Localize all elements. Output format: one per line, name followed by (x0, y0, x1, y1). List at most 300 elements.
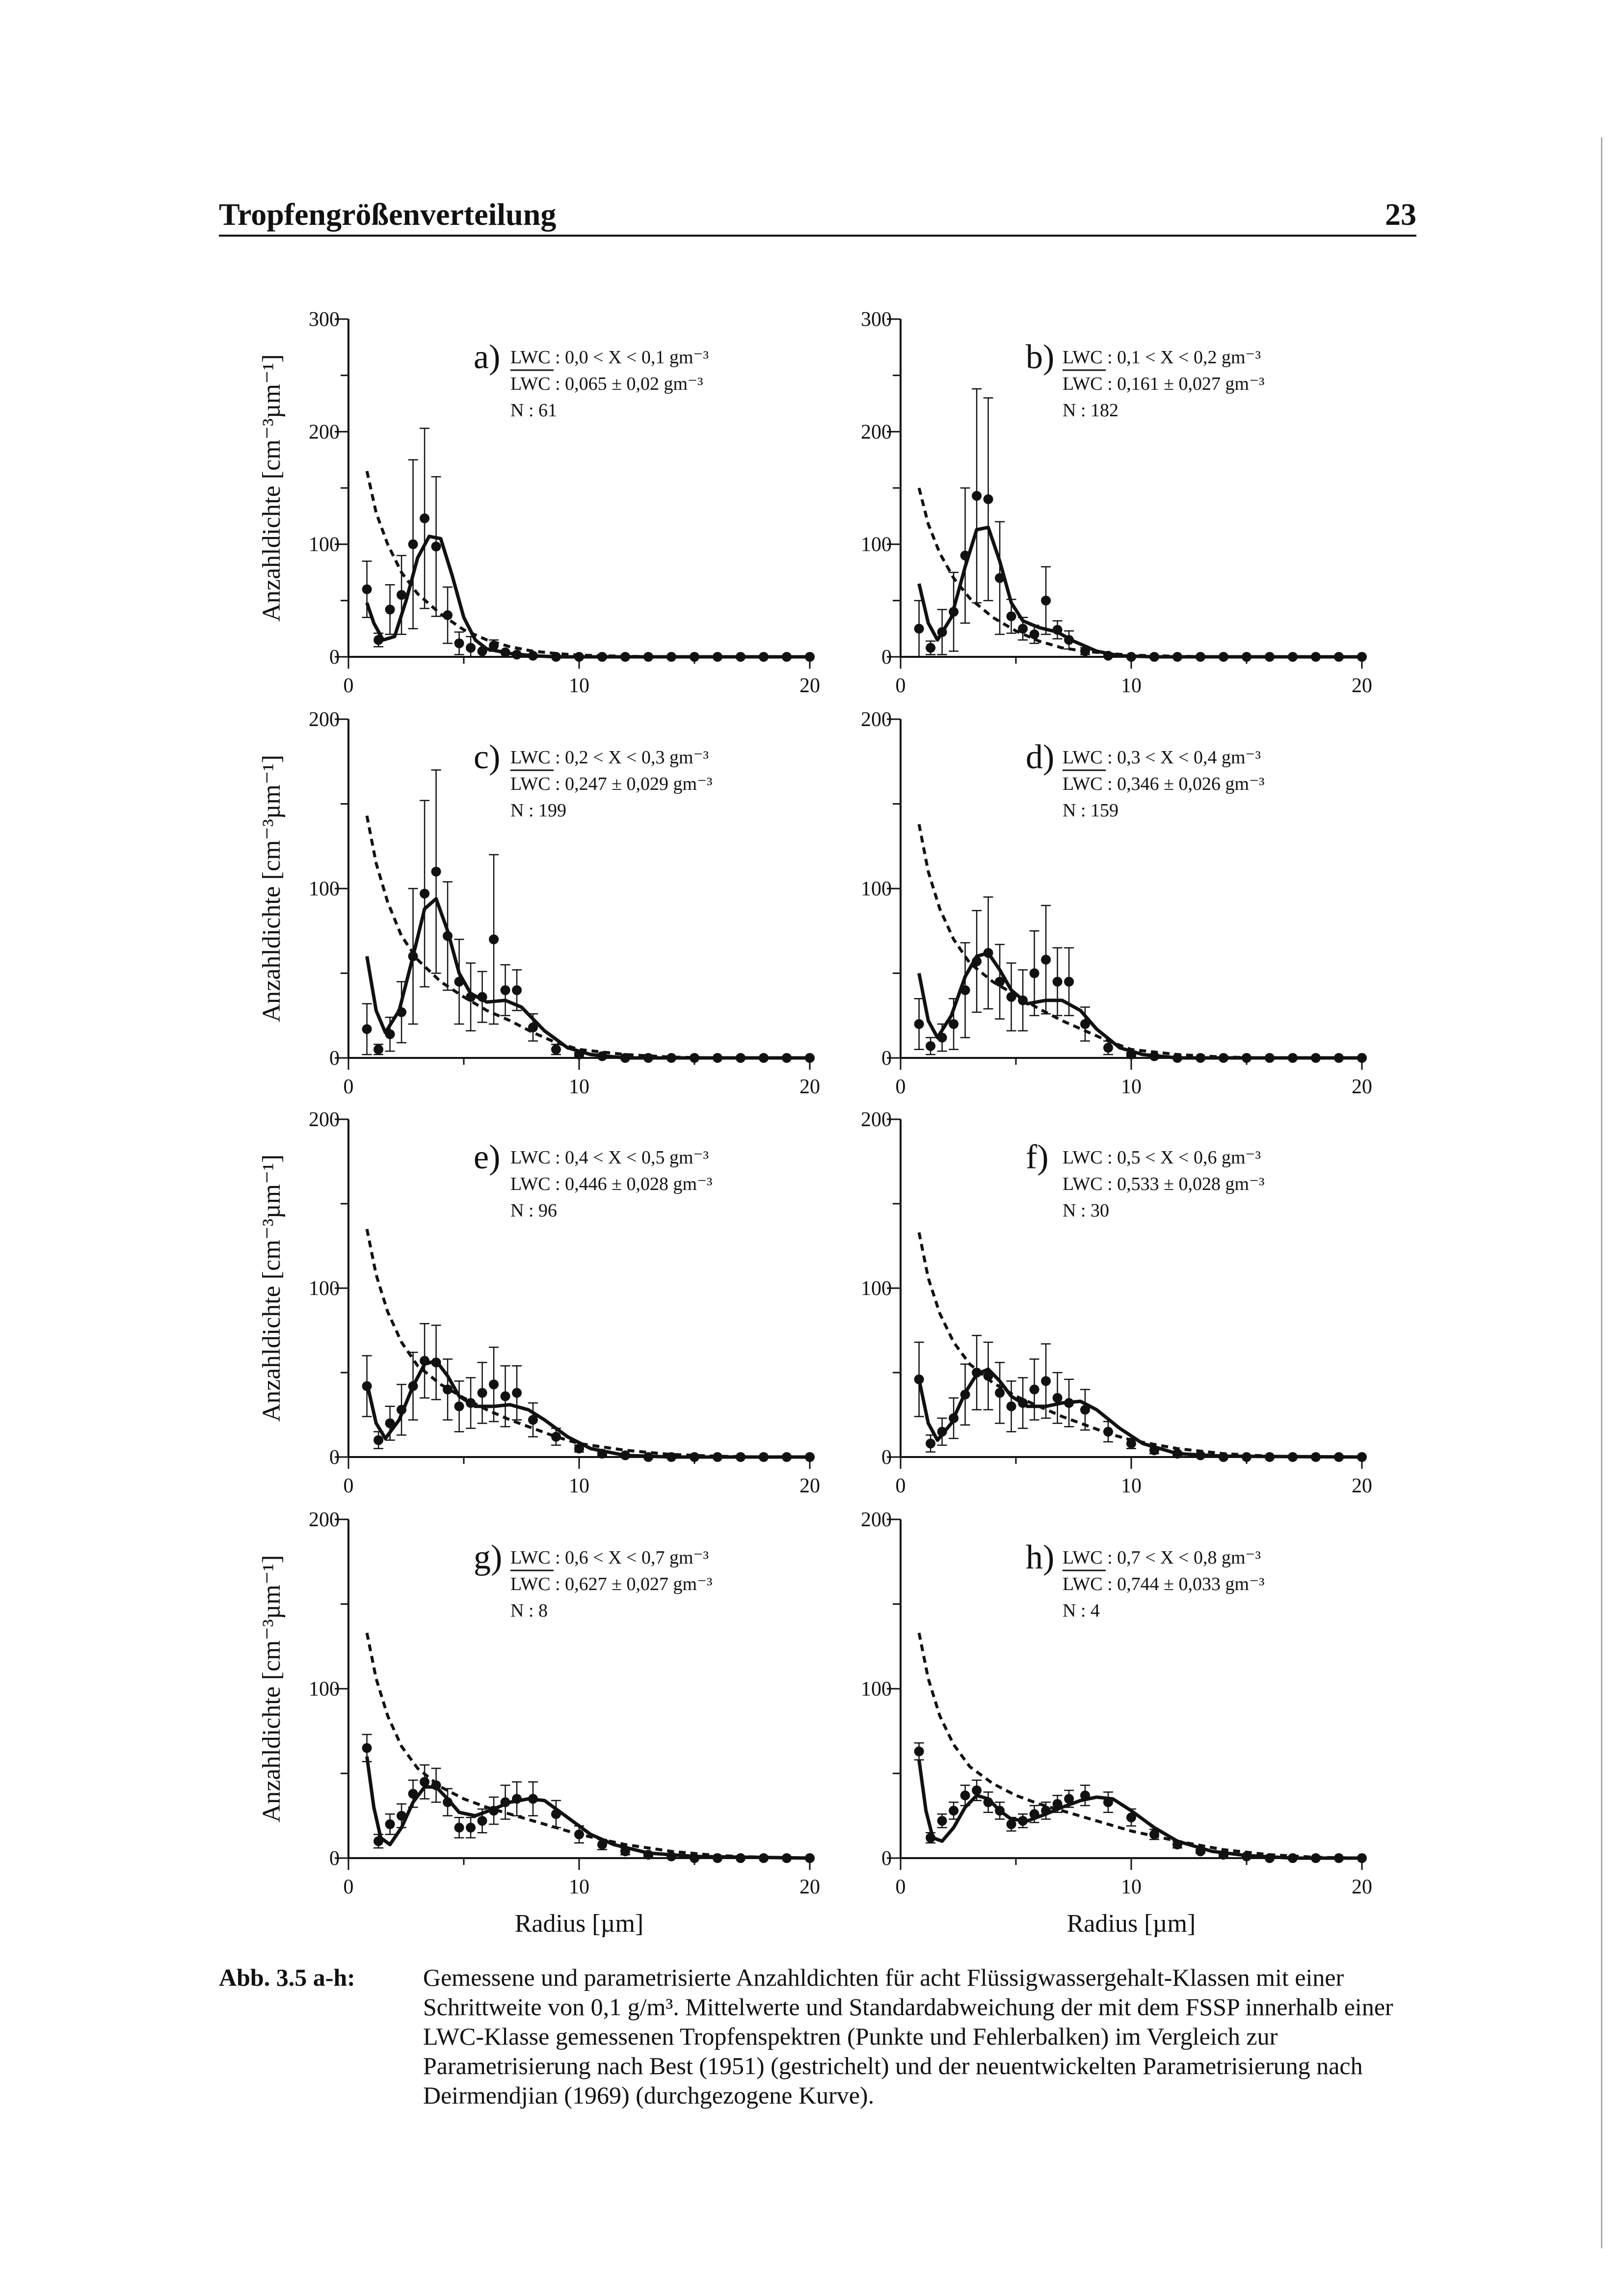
panel-e-data-point (501, 1391, 510, 1401)
panel-b-x-tick-label: 10 (1121, 675, 1142, 697)
panel-e-data-point (597, 1449, 607, 1459)
panel-a-y-tick-label: 0 (329, 646, 340, 669)
panel-g-data-point (420, 1777, 429, 1787)
panel-b-data-point (960, 551, 970, 561)
panel-b-data-point (1080, 647, 1090, 656)
panel-e-solid-curve (367, 1361, 810, 1457)
panel-h-y-tick-label: 100 (861, 1678, 892, 1701)
panel-d-x-tick-label: 10 (1121, 1076, 1142, 1098)
panel-b-data-point (995, 573, 1005, 583)
panel-d-data-point (1103, 1043, 1113, 1053)
panel-g-data-point (643, 1850, 653, 1860)
panel-a-data-point (466, 643, 476, 653)
panel-h-data-point (960, 1790, 970, 1800)
panel-d-data-point (1288, 1053, 1298, 1063)
panel-e-annotation-range: LWC : 0,4 < X < 0,5 gm⁻³ (510, 1147, 709, 1168)
panel-h-x-tick-label: 10 (1121, 1876, 1142, 1898)
panel-c-data-point (782, 1053, 792, 1063)
panel-a-y-tick-label: 300 (309, 308, 340, 331)
panel-c-data-point (478, 992, 487, 1002)
panel-a-data-point (690, 652, 699, 662)
panel-a-data-point (373, 635, 383, 645)
panel-h-annotation-n: N : 4 (1063, 1600, 1100, 1621)
panel-f-data-point (1126, 1438, 1136, 1448)
panel-f-y-tick-label: 100 (861, 1277, 892, 1300)
panel-h-x-tick-label: 20 (1352, 1876, 1372, 1898)
panel-a-data-point (620, 652, 630, 662)
panel-e-data-point (736, 1452, 745, 1462)
panel-f-dashed-curve (919, 1233, 1362, 1458)
panel-b-data-point (1172, 652, 1182, 662)
panel-a-data-point (597, 652, 607, 662)
panel-h-annotation-mean: LWC : 0,744 ± 0,033 gm⁻³ (1063, 1574, 1265, 1594)
panel-h-data-point (1041, 1806, 1051, 1815)
panel-c-data-point (362, 1024, 372, 1034)
panel-d-data-point (1018, 996, 1028, 1005)
panel-f-solid-curve (919, 1369, 1362, 1457)
panel-d-label: d) (1026, 738, 1055, 776)
page-number: 23 (1385, 197, 1416, 232)
panel-d-y-tick-label: 0 (881, 1047, 892, 1070)
panel-d-data-point (972, 956, 982, 966)
panel-g-data-point (454, 1823, 464, 1833)
panel-a-annotation-range: LWC : 0,0 < X < 0,1 gm⁻³ (510, 347, 709, 368)
panel-g-data-point (574, 1830, 584, 1839)
panel-e-data-point (431, 1357, 441, 1367)
panel-d-data-point (1064, 977, 1074, 987)
panel-b-data-point (1311, 652, 1321, 662)
panel-h-data-point (1357, 1853, 1367, 1863)
panel-a-x-tick-label: 0 (343, 675, 354, 697)
panel-g-solid-curve (367, 1756, 810, 1858)
panel-c-dashed-curve (367, 816, 810, 1058)
panel-d-data-point (960, 985, 970, 995)
panel-d-data-point (1311, 1053, 1321, 1063)
panel-c-x-tick-label: 0 (343, 1076, 354, 1098)
panel-a-data-point (736, 652, 745, 662)
panel-b-data-point (1265, 652, 1275, 662)
panel-c-data-point (528, 1023, 538, 1032)
panel-e-data-point (454, 1402, 464, 1411)
panel-f-data-point (926, 1438, 935, 1448)
panel-c-data-point (666, 1053, 676, 1063)
panel-b-annotation-n: N : 182 (1063, 400, 1118, 421)
caption-label: Abb. 3.5 a-h: (219, 1964, 355, 1991)
panel-f-data-point (984, 1371, 993, 1381)
panel-g-x-axis-label: Radius [µm] (514, 1910, 644, 1938)
panel-h-data-point (949, 1806, 958, 1815)
panel-f-data-point (1018, 1398, 1028, 1408)
panel-c-data-point (501, 985, 510, 995)
panel-d-dashed-curve (919, 824, 1362, 1058)
panel-e-data-point (713, 1452, 722, 1462)
panel-g-y-tick-label: 100 (309, 1678, 340, 1701)
panel-e-label: e) (474, 1138, 501, 1176)
panel-b-data-point (926, 643, 935, 653)
panel-d-data-point (949, 1019, 958, 1029)
panel-a-dashed-curve (367, 471, 810, 657)
panel-f-data-point (914, 1375, 924, 1384)
panel-d-data-point (1126, 1050, 1136, 1059)
panel-b-data-point (1007, 611, 1016, 621)
panel-h-y-tick-label: 0 (881, 1847, 892, 1870)
panel-g-data-point (620, 1846, 630, 1856)
panel-d-data-point (1041, 955, 1051, 965)
panel-e-annotation-mean: LWC : 0,446 ± 0,028 gm⁻³ (510, 1174, 713, 1194)
panel-a-annotation-mean: LWC : 0,065 ± 0,02 gm⁻³ (510, 374, 703, 394)
panel-h-data-point (1219, 1850, 1228, 1860)
panel-e-x-tick-label: 0 (343, 1475, 354, 1497)
panel-e-data-point (478, 1388, 487, 1398)
panel-b-data-point (1053, 625, 1063, 635)
panel-c-y-tick-label: 0 (329, 1047, 340, 1070)
panel-a-data-point (408, 540, 418, 549)
panel-d-data-point (1334, 1053, 1344, 1063)
panel-f-data-point (1265, 1452, 1275, 1462)
panel-g-data-point (597, 1839, 607, 1849)
panel-b-y-tick-label: 0 (881, 646, 892, 669)
panel-e-data-point (489, 1379, 499, 1389)
panel-a-data-point (551, 652, 561, 662)
panel-f-data-point (972, 1368, 982, 1378)
panel-g-data-point (385, 1819, 395, 1829)
panel-d-annotation-range: LWC : 0,3 < X < 0,4 gm⁻³ (1063, 747, 1261, 768)
panel-a-data-point (478, 647, 487, 656)
panel-e-data-point (466, 1398, 476, 1408)
panel-c-data-point (397, 1007, 406, 1017)
panel-e-y-tick-label: 100 (309, 1277, 340, 1300)
panel-c-data-point (443, 931, 452, 941)
panel-d-data-point (995, 977, 1005, 987)
panel-a-data-point (443, 610, 452, 620)
panel-g-x-tick-label: 0 (343, 1876, 354, 1898)
panel-e-dashed-curve (367, 1229, 810, 1457)
panel-a-data-point (713, 652, 722, 662)
panel-e-data-point (666, 1452, 676, 1462)
panel-g-data-point (759, 1853, 769, 1863)
panel-c-data-point (431, 867, 441, 877)
panel-e-data-point (362, 1381, 372, 1391)
panel-f-x-tick-label: 10 (1121, 1475, 1142, 1497)
panel-f-data-point (995, 1388, 1005, 1398)
panel-h-data-point (1311, 1853, 1321, 1863)
panel-c-annotation-n: N : 199 (510, 800, 566, 821)
panel-g-data-point (489, 1806, 499, 1815)
panel-h-x-tick-label: 0 (895, 1876, 906, 1898)
panel-h-data-point (1172, 1839, 1182, 1849)
panel-e-data-point (805, 1452, 815, 1462)
panel-c-x-tick-label: 20 (799, 1076, 820, 1098)
panel-c-data-point (454, 977, 464, 987)
panel-f-data-point (937, 1427, 947, 1436)
panel-d-data-point (1357, 1053, 1367, 1063)
panel-c-data-point (759, 1053, 769, 1063)
panel-f-x-tick-label: 0 (895, 1475, 906, 1497)
panel-c-data-point (551, 1045, 561, 1054)
panel-f-annotation-range: LWC : 0,5 < X < 0,6 gm⁻³ (1063, 1147, 1261, 1168)
panel-f-data-point (1149, 1445, 1159, 1455)
panel-g-data-point (805, 1853, 815, 1863)
panel-g-data-point (373, 1837, 383, 1846)
panel-d-y-tick-label: 200 (861, 708, 892, 731)
panel-f-data-point (1334, 1452, 1344, 1462)
panel-c-data-point (489, 935, 499, 945)
panel-g-data-point (528, 1794, 538, 1804)
panel-f-data-point (1007, 1402, 1016, 1411)
panel-f-data-point (1053, 1393, 1063, 1403)
panel-a-data-point (805, 652, 815, 662)
panel-b-solid-curve (919, 527, 1362, 657)
panel-e-data-point (759, 1452, 769, 1462)
panel-e-y-tick-label: 0 (329, 1446, 340, 1469)
panel-b-data-point (1030, 629, 1039, 639)
panel-e-data-point (443, 1384, 452, 1394)
panel-h-data-point (1196, 1846, 1205, 1856)
panel-b-data-point (1018, 624, 1028, 634)
panel-g-data-point (501, 1797, 510, 1807)
panel-f-data-point (1080, 1405, 1090, 1415)
panel-a-data-point (643, 652, 653, 662)
panel-e-data-point (528, 1415, 538, 1425)
panel-a-data-point (385, 605, 395, 615)
panel-h-data-point (1103, 1797, 1113, 1807)
panel-h-data-point (1149, 1830, 1159, 1839)
panel-g-y-axis-label: Anzahldichte [cm⁻³µm⁻¹] (258, 1555, 286, 1823)
panel-h-data-point (1288, 1853, 1298, 1863)
panel-g-data-point (551, 1809, 561, 1819)
panel-a-data-point (666, 652, 676, 662)
panel-g-annotation-mean: LWC : 0,627 ± 0,027 gm⁻³ (510, 1574, 713, 1594)
panel-h-data-point (926, 1833, 935, 1843)
panel-b-data-point (972, 491, 982, 501)
panel-f-data-point (1172, 1449, 1182, 1459)
panel-d-data-point (1080, 1019, 1090, 1029)
panel-d-x-tick-label: 0 (895, 1076, 906, 1098)
panel-g-annotation-range: LWC : 0,6 < X < 0,7 gm⁻³ (510, 1547, 709, 1568)
panel-f-data-point (960, 1390, 970, 1400)
panel-e-x-tick-label: 20 (799, 1475, 820, 1497)
panel-h-data-point (1030, 1809, 1039, 1819)
panel-e-y-tick-label: 200 (309, 1108, 340, 1131)
panel-g-data-point (666, 1852, 676, 1862)
panel-e-y-axis-label: Anzahldichte [cm⁻³µm⁻¹] (258, 1154, 286, 1422)
panel-g-annotation-n: N : 8 (510, 1600, 548, 1621)
panel-c-x-tick-label: 10 (569, 1076, 589, 1098)
panel-c-annotation-range: LWC : 0,2 < X < 0,3 gm⁻³ (510, 747, 709, 768)
panel-d-data-point (1007, 992, 1016, 1002)
panel-d-data-point (1242, 1053, 1251, 1063)
panel-d-data-point (1172, 1053, 1182, 1063)
panel-h-data-point (1053, 1799, 1063, 1809)
panel-b-x-tick-label: 0 (895, 675, 906, 697)
panel-e-data-point (620, 1451, 630, 1460)
panel-f-data-point (1242, 1452, 1251, 1462)
panel-c-data-point (736, 1053, 745, 1063)
panel-c-data-point (643, 1053, 653, 1063)
panel-b-data-point (1149, 652, 1159, 662)
panel-b-data-point (1064, 635, 1074, 645)
panel-b-data-point (1196, 652, 1205, 662)
panel-f-data-point (1103, 1427, 1113, 1436)
panel-e-data-point (512, 1388, 522, 1398)
panel-h-data-point (1064, 1794, 1074, 1804)
panel-g-x-tick-label: 20 (799, 1876, 820, 1898)
panel-h-x-axis-label: Radius [µm] (1066, 1910, 1196, 1938)
panel-d-y-tick-label: 100 (861, 878, 892, 900)
panel-e-data-point (385, 1418, 395, 1428)
panel-c-data-point (408, 951, 418, 961)
panel-f-data-point (1041, 1376, 1051, 1386)
panel-d-data-point (1219, 1053, 1228, 1063)
panel-a-annotation-n: N : 61 (510, 400, 557, 421)
panel-d-x-tick-label: 20 (1352, 1076, 1372, 1098)
panel-d-data-point (1196, 1053, 1205, 1063)
panel-c-label: c) (474, 738, 501, 776)
panel-a-y-tick-label: 100 (309, 533, 340, 556)
panel-d-data-point (926, 1041, 935, 1051)
section-title: Tropfengrößenverteilung (219, 197, 557, 232)
panel-d-data-point (914, 1019, 924, 1029)
panel-f-annotation-n: N : 30 (1063, 1200, 1109, 1221)
panel-e-data-point (551, 1432, 561, 1442)
panel-d-data-point (1265, 1053, 1275, 1063)
panel-e-data-point (574, 1444, 584, 1454)
panel-a-y-axis-label: Anzahldichte [cm⁻³µm⁻¹] (258, 354, 286, 622)
panel-c-data-point (385, 1029, 395, 1039)
panel-b-data-point (984, 494, 993, 504)
panel-g-data-point (512, 1794, 522, 1804)
panel-h-data-point (984, 1797, 993, 1807)
panel-h-dashed-curve (919, 1633, 1362, 1858)
panel-g-data-point (362, 1743, 372, 1753)
panel-a-y-tick-label: 200 (309, 421, 340, 444)
panel-h-data-point (995, 1806, 1005, 1815)
panel-h-data-point (972, 1785, 982, 1795)
panel-e-data-point (408, 1381, 418, 1391)
panel-f-data-point (1064, 1398, 1074, 1408)
panel-c-data-point (574, 1050, 584, 1059)
panel-g-y-tick-label: 0 (329, 1847, 340, 1870)
panel-a-label: a) (474, 338, 501, 376)
panel-g-data-point (736, 1853, 745, 1863)
panel-d-data-point (937, 1033, 947, 1043)
panel-h-data-point (1126, 1812, 1136, 1822)
panel-f-x-tick-label: 20 (1352, 1475, 1372, 1497)
panel-h-label: h) (1026, 1539, 1055, 1576)
panel-g-label: g) (474, 1539, 503, 1576)
panel-g-dashed-curve (367, 1633, 810, 1858)
panel-e-data-point (690, 1452, 699, 1462)
panel-d-data-point (1053, 977, 1063, 987)
panel-b-data-point (1242, 652, 1251, 662)
panel-b-annotation-mean: LWC : 0,161 ± 0,027 gm⁻³ (1063, 374, 1265, 394)
panel-c-y-tick-label: 200 (309, 708, 340, 731)
panel-g-data-point (397, 1811, 406, 1821)
panel-a-x-tick-label: 20 (799, 675, 820, 697)
panel-e-annotation-n: N : 96 (510, 1200, 557, 1221)
panel-h-data-point (1265, 1853, 1275, 1863)
caption-text: Gemessene und parametrisierte Anzahldichten für acht Flüssigwassergehalt-Klassen mit einer Schrittweite von 0,1 g/m³. Mittelwerte und Standardabweichung der mit dem FSSP innerhalb einer LWC-Klasse gemessenen Tropfenspektren (Punkte und Fehlerbalken) im Vergleich zur Parametrisierung nach Best (1951) (gestrichelt) und der neuentwickelten Parametrisierung nach Deirmendjian (1969) (durchgezogene Kurve). (423, 1964, 1393, 2109)
panel-d-data-point (984, 948, 993, 958)
panel-e-data-point (373, 1435, 383, 1445)
panel-d-data-point (1030, 969, 1039, 978)
panel-b-y-tick-label: 100 (861, 533, 892, 556)
panel-b-x-tick-label: 20 (1352, 675, 1372, 697)
panel-b-data-point (1103, 651, 1113, 661)
panel-h-y-tick-label: 200 (861, 1509, 892, 1531)
panel-b-data-point (937, 627, 947, 637)
panel-h-data-point (937, 1816, 947, 1826)
panel-b-data-point (1334, 652, 1344, 662)
panel-c-data-point (373, 1045, 383, 1054)
panel-g-data-point (466, 1823, 476, 1833)
panel-h-solid-curve (919, 1760, 1362, 1858)
panel-a-data-point (501, 648, 510, 657)
panel-a-data-point (574, 652, 584, 662)
panel-d-annotation-mean: LWC : 0,346 ± 0,026 gm⁻³ (1063, 774, 1265, 794)
panel-g-data-point (782, 1853, 792, 1863)
panel-f-data-point (1357, 1452, 1367, 1462)
panel-f-label: f) (1026, 1138, 1049, 1176)
panel-c-data-point (805, 1053, 815, 1063)
panel-d-solid-curve (919, 953, 1362, 1058)
panel-c-data-point (466, 992, 476, 1002)
panel-b-y-tick-label: 300 (861, 308, 892, 331)
panel-f-data-point (1030, 1384, 1039, 1394)
panel-g-data-point (431, 1781, 441, 1790)
panel-b-data-point (1219, 652, 1228, 662)
panel-g-data-point (690, 1853, 699, 1863)
panel-d-annotation-n: N : 159 (1063, 800, 1118, 821)
panel-a-data-point (431, 541, 441, 551)
panel-g-data-point (713, 1853, 722, 1863)
panel-a-data-point (782, 652, 792, 662)
panel-a-data-point (528, 651, 538, 661)
panel-h-data-point (1080, 1790, 1090, 1800)
panel-g-x-tick-label: 10 (569, 1876, 589, 1898)
panel-g-data-point (478, 1816, 487, 1826)
panel-h-data-point (914, 1747, 924, 1756)
panel-b-data-point (1041, 595, 1051, 605)
panel-e-data-point (397, 1405, 406, 1415)
panel-f-annotation-mean: LWC : 0,533 ± 0,028 gm⁻³ (1063, 1174, 1265, 1194)
panel-h-data-point (1334, 1853, 1344, 1863)
panel-a-data-point (489, 641, 499, 650)
panel-b-dashed-curve (919, 488, 1362, 657)
panel-b-label: b) (1026, 338, 1055, 376)
panel-c-data-point (420, 889, 429, 898)
panel-f-data-point (1288, 1452, 1298, 1462)
panel-f-data-point (1311, 1452, 1321, 1462)
panel-a-data-point (420, 513, 429, 523)
panel-g-data-point (443, 1797, 452, 1807)
panel-h-data-point (1007, 1819, 1016, 1829)
panel-a-x-tick-label: 10 (569, 675, 589, 697)
panel-f-data-point (1196, 1451, 1205, 1460)
panel-b-data-point (949, 607, 958, 617)
panel-b-data-point (1288, 652, 1298, 662)
panel-a-data-point (759, 652, 769, 662)
panel-g-y-tick-label: 200 (309, 1509, 340, 1531)
panel-c-y-tick-label: 100 (309, 878, 340, 900)
panel-e-x-tick-label: 10 (569, 1475, 589, 1497)
panel-a-data-point (362, 584, 372, 594)
panel-c-data-point (620, 1053, 630, 1063)
panel-c-data-point (597, 1052, 607, 1061)
scan-edge-right (1601, 137, 1602, 2248)
panel-h-annotation-range: LWC : 0,7 < X < 0,8 gm⁻³ (1063, 1547, 1261, 1568)
panel-a-data-point (512, 649, 522, 659)
